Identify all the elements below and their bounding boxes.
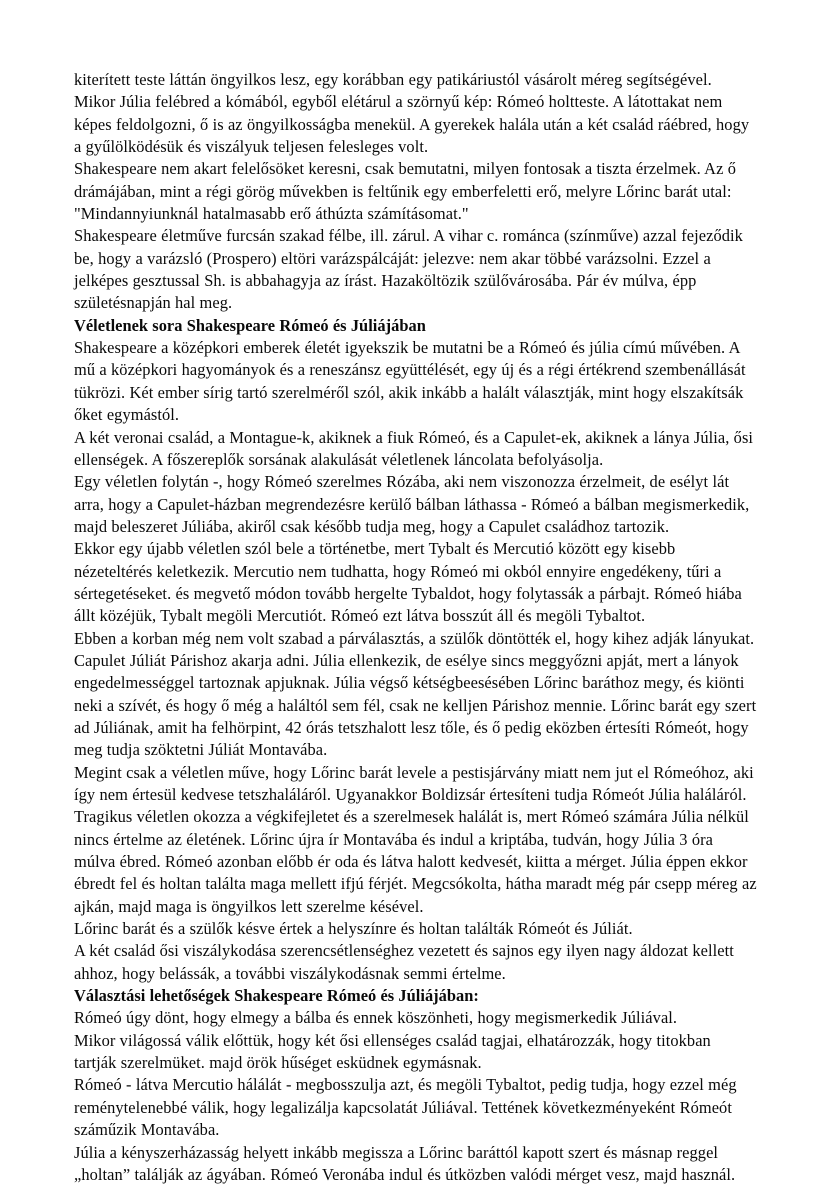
paragraph: Tragikus véletlen okozza a végkifejletet és a szerelmesek halálát is, mert Rómeó számára Júlia nélkül nincs értelme az életének. Lőrinc újra ír Montavába és indul a kriptába, tudván, hogy Júlia 3 óra múlva ébred. Rómeó azonban előbb ér oda és látva halott kedvesét, kiitta a mérget. Júlia éppen ekkor ébredt fel és holtan találta maga mellett ifjú férjét. Megcsókolta, hátha maradt még pár csepp méreg az ajkán, majd maga is öngyilkos lett szerelme késével. xyxy=(74,806,757,918)
paragraph: Lőrinc barát és a szülők késve értek a helyszínre és holtan találták Rómeót és Júliát. xyxy=(74,918,757,940)
paragraph: Ebben a korban még nem volt szabad a párválasztás, a szülők döntötték el, hogy kihez adják lányukat. Capulet Júliát Párishoz akarja adni. Júlia ellenkezik, de esélye sincs meggyőzni apját, mert a lányok engedelmességgel tartoznak apjuknak. Júlia végső kétségbeesésében Lőrinc baráthoz megy, és kiönti neki a szívét, és hogy ő még a haláltól sem fél, csak ne kelljen Párishoz mennie. Lőrinc barát egy szert ad Júliának, amit ha felhörpint, 42 órás tetszhalott lesz tőle, és ő pedig eközben értesíti Rómeót, hogy meg tudja szöktetni Júliát Montavába. xyxy=(74,628,757,762)
paragraph: Júlia a kényszerházasság helyett inkább megissza a Lőrinc baráttól kapott szert és másnap reggel „holtan” találják az ágyában. Rómeó Veronába indul és útközben valódi mérget vesz, majd használ. xyxy=(74,1142,757,1186)
paragraph: Rómeó úgy dönt, hogy elmegy a bálba és ennek köszönheti, hogy megismerkedik Júliával. xyxy=(74,1007,757,1029)
section-heading: Véletlenek sora Shakespeare Rómeó és Júliájában xyxy=(74,315,757,337)
section-heading: Választási lehetőségek Shakespeare Rómeó és Júliájában: xyxy=(74,985,757,1007)
document-text-body xyxy=(74,69,757,1186)
paragraph: A két család ősi viszálykodása szerencsétlenséghez vezetett és sajnos egy ilyen nagy áldozat kellett ahhoz, hogy belássák, a további viszálykodásnak semmi értelme. xyxy=(74,940,757,985)
paragraph: Shakespeare nem akart felelősöket keresni, csak bemutatni, milyen fontosak a tiszta érzelmek. Az ő drámájában, mint a régi görög művekben is feltűnik egy emberfeletti erő, melyre Lőrinc barát utal: "Mindannyiunknál hatalmasabb erő áthúzta számításomat." xyxy=(74,158,757,225)
paragraph: Rómeó - látva Mercutio hálálát - megbosszulja azt, és megöli Tybaltot, pedig tudja, hogy ezzel még reménytelenebbé válik, hogy legalizálja kapcsolatát Júliával. Tettének következményeként Rómeót száműzik Montavába. xyxy=(74,1074,757,1141)
paragraph: Megint csak a véletlen műve, hogy Lőrinc barát levele a pestisjárvány miatt nem jut el Rómeóhoz, aki így nem értesül kedvese tetszhaláláról. Ugyanakkor Boldizsár értesíteni tudja Rómeót Júlia haláláról. xyxy=(74,762,757,807)
paragraph: A két veronai család, a Montague-k, akiknek a fiuk Rómeó, és a Capulet-ek, akiknek a lánya Júlia, ősi ellenségek. A főszereplők sorsának alakulását véletlenek láncolata befolyásolja. xyxy=(74,427,757,472)
paragraph: Shakespeare életműve furcsán szakad félbe, ill. zárul. A vihar c. románca (színműve) azzal fejeződik be, hogy a varázsló (Prospero) eltöri varázspálcáját: jelezve: nem akar többé varázsolni. Ezzel a jelképes gesztussal Sh. is abbahagyja az írást. Hazaköltözik szülővárosába. Pár év múlva, épp születésnapján hal meg. xyxy=(74,225,757,314)
paragraph: kiterített teste láttán öngyilkos lesz, egy korábban egy patikáriustól vásárolt méreg segítségével. Mikor Júlia felébred a kómából, egyből elétárul a szörnyű kép: Rómeó holtteste. A látottakat nem képes feldolgozni, ő is az öngyilkosságba menekül. A gyerekek halála után a két család ráébred, hogy a gyűlölködésük és viszályuk teljesen felesleges volt. xyxy=(74,69,757,158)
paragraph: Egy véletlen folytán -, hogy Rómeó szerelmes Rózába, aki nem viszonozza érzelmeit, de esélyt lát arra, hogy a Capulet-házban megrendezésre kerülő bálban láthassa - Rómeó a bálban megismerkedik, majd beleszeret Júliába, akiről csak később tudja meg, hogy a Capulet családhoz tartozik. xyxy=(74,471,757,538)
paragraph: Mikor világossá válik előttük, hogy két ősi ellenséges család tagjai, elhatározzák, hogy titokban tartják szerelmüket. majd örök hűséget esküdnek egymásnak. xyxy=(74,1030,757,1075)
paragraph: Ekkor egy újabb véletlen szól bele a történetbe, mert Tybalt és Mercutió között egy kisebb nézeteltérés keletkezik. Mercutio nem tudhatta, hogy Rómeó mi okból ennyire engedékeny, tűri a sértegetéseket. és megvető módon tovább hergelte Tybaldot, hogy folytassák a párbajt. Rómeó hiába állt közéjük, Tybalt megöli Mercutiót. Rómeó ezt látva bosszút áll és megöli Tybaltot. xyxy=(74,538,757,627)
paragraph: Shakespeare a középkori emberek életét igyekszik be mutatni be a Rómeó és júlia címú művében. A mű a középkori hagyományok és a reneszánsz együttélését, egy új és a régi értékrend szembenállását tükrözi. Két ember sírig tartó szerelméről szól, akik inkább a halált választják, mint hogy elszakítsák őket egymástól. xyxy=(74,337,757,426)
